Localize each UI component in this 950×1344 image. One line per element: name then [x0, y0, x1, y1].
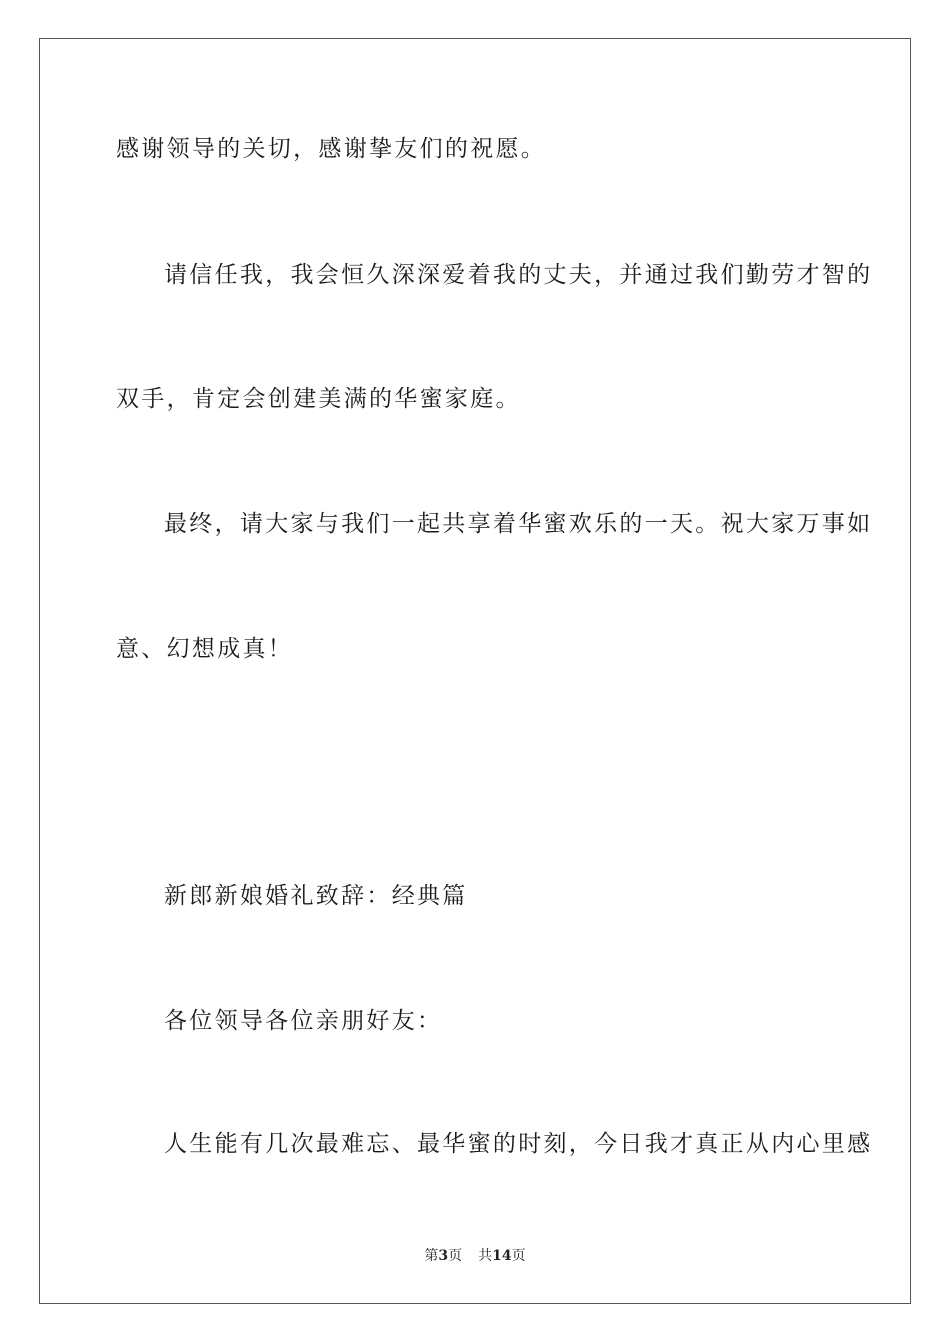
- total-prefix: 共: [478, 1248, 493, 1264]
- text-line: 感谢领导的关切，感谢挚友们的祝愿。: [116, 136, 547, 162]
- total-page-count: 14: [492, 1248, 512, 1264]
- text-line: 意、幻想成真！: [116, 636, 294, 662]
- page-suffix: 页: [448, 1248, 463, 1264]
- page-footer: [0, 1247, 950, 1265]
- text-line: 各位领导各位亲朋好友：: [164, 1008, 443, 1034]
- section-heading: 新郎新娘婚礼致辞：经典篇: [164, 883, 468, 909]
- current-page-number: 3: [438, 1248, 449, 1264]
- text-line: 人生能有几次最难忘、最华蜜的时刻，今日我才真正从内心里感: [164, 1131, 873, 1157]
- text-line: 双手，肯定会创建美满的华蜜家庭。: [116, 386, 521, 412]
- text-line: 最终，请大家与我们一起共享着华蜜欢乐的一天。祝大家万事如: [164, 511, 873, 537]
- total-suffix: 页: [511, 1248, 526, 1264]
- page-prefix: 第: [424, 1248, 439, 1264]
- page-frame: [39, 38, 911, 1304]
- text-line: 请信任我，我会恒久深深爱着我的丈夫，并通过我们勤劳才智的: [164, 262, 873, 288]
